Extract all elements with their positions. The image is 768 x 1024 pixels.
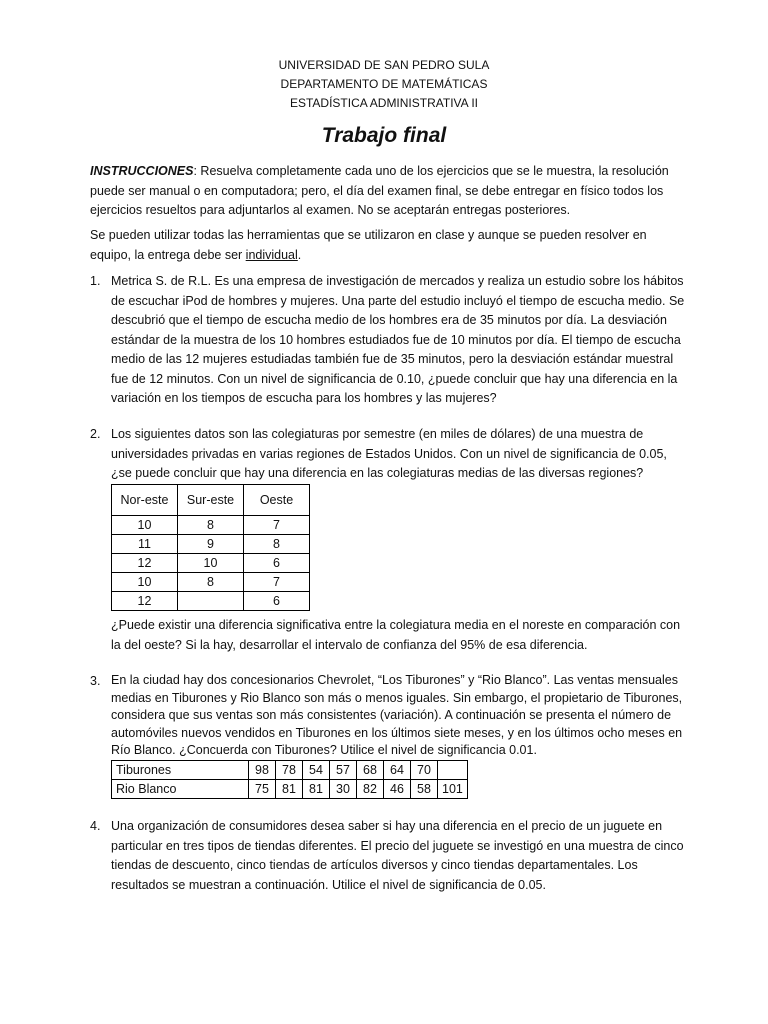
tools-note-paragraph	[90, 226, 690, 265]
problem-1	[90, 272, 690, 409]
table-cell: 64	[384, 761, 411, 780]
table-cell: 10	[178, 554, 244, 573]
problem-number: 1.	[90, 274, 101, 288]
problem-number: 2.	[90, 427, 101, 441]
instructions-label: INSTRUCCIONES	[90, 164, 194, 178]
table-cell: 81	[276, 780, 303, 799]
table-cell: 12	[112, 592, 178, 611]
table-cell: 58	[411, 780, 438, 799]
table-cell: 7	[244, 516, 310, 535]
table-cell: 98	[249, 761, 276, 780]
instructions-paragraph	[90, 162, 690, 221]
table-row	[112, 535, 310, 554]
table-cell: 9	[178, 535, 244, 554]
car-sales-table	[111, 760, 468, 799]
table-cell: 75	[249, 780, 276, 799]
table-cell: 82	[357, 780, 384, 799]
table-cell: 6	[244, 592, 310, 611]
table-cell: 12	[112, 554, 178, 573]
table-row	[112, 554, 310, 573]
table-cell	[178, 592, 244, 611]
table-cell: 11	[112, 535, 178, 554]
problem-2	[90, 425, 690, 484]
table-row	[112, 573, 310, 592]
problem-number: 3.	[90, 674, 101, 688]
table-row	[112, 516, 310, 535]
document-title: Trabajo final	[321, 124, 447, 147]
problem-text: Metrica S. de R.L. Es una empresa de investigación de mercados y realiza un estudio sobre los hábitos de escuchar iPod de hombres y mujeres. Una parte del estudio incluyó el tiempo de escucha medio. Se descubrió que el tiempo de escucha medio de los hombres era de 35 minutos por día. La desviación estándar de la muestra de los 10 hombres estudiados fue de 10 minutos por día. El tiempo de escucha medio de las 12 mujeres estudiadas también fue de 35 minutos, pero la desviación estándar muestral fue de 12 minutos. Con un nivel de significancia de 0.10, ¿puede concluir que hay una diferencia en la variación en los tiempos de escucha para los hombres y las mujeres?	[111, 274, 685, 405]
table-header-row	[112, 485, 310, 516]
instructions-text: : Resuelva completamente cada uno de los ejercicios que se le muestra, la resolución puede ser manual o en computadora; pero, el día del examen final, se debe entregar en físico todos los ejercicios resueltos para adjuntarlos al examen. No se aceptarán entregas posteriores.	[90, 164, 669, 217]
table-cell: 57	[330, 761, 357, 780]
table-cell	[438, 761, 468, 780]
course-name: ESTADÍSTICA ADMINISTRATIVA II	[289, 96, 479, 110]
table-row	[112, 592, 310, 611]
problem-text: En la ciudad hay dos concesionarios Chevrolet, “Los Tiburones” y “Rio Blanco”. Las ventas mensuales medias en Tiburones y Rio Blanco son más o menos iguales. Sin embargo, el propietario de Tiburones, considera que sus ventas son más consistentes (variación). A continuación se presenta el número de automóviles nuevos vendidos en Tiburones en los últimos siete meses, y en los últimos ocho meses en Río Blanco. ¿Concuerda con Tiburones? Utilice el nivel de significancia 0.01.	[111, 673, 683, 757]
table-header-cell: Sur-este	[178, 485, 244, 516]
table-cell: 6	[244, 554, 310, 573]
problem-text: Los siguientes datos son las colegiaturas por semestre (en miles de dólares) de una muestra de universidades privadas en varias regiones de Estados Unidos. Con un nivel de significancia de 0.05, ¿se puede concluir que hay una diferencia en las colegiaturas medias de las diversas regiones?	[111, 427, 667, 480]
tools-note-text: Se pueden utilizar todas las herramientas que se utilizaron en clase y aunque se pueden resolver en equipo, la entrega debe ser	[90, 228, 647, 262]
table-cell: 70	[411, 761, 438, 780]
table-row	[112, 780, 468, 799]
table-cell: 10	[112, 573, 178, 592]
table-cell: 8	[178, 516, 244, 535]
row-label: Rio Blanco	[112, 780, 249, 799]
row-label: Tiburones	[112, 761, 249, 780]
problem-4	[90, 817, 690, 895]
table-cell: 54	[303, 761, 330, 780]
problem-number: 4.	[90, 819, 101, 833]
table-header-cell: Nor-este	[112, 485, 178, 516]
tools-note-end: .	[297, 247, 302, 262]
document-header	[0, 56, 768, 113]
problem-3	[90, 672, 690, 760]
followup-text: ¿Puede existir una diferencia significativa entre la colegiatura media en el noreste en comparación con la del oeste? Si la hay, desarrollar el intervalo de confianza del 95% de esa diferencia.	[111, 618, 681, 652]
table-cell: 68	[357, 761, 384, 780]
table-header-cell: Oeste	[244, 485, 310, 516]
problem-text: Una organización de consumidores desea saber si hay una diferencia en el precio de un juguete en particular en tres tipos de tiendas diferentes. El precio del juguete se investigó en una muestra de cinco tiendas de descuento, cinco tiendas de artículos diversos y cinco tiendas departamentales. Los resultados se muestran a continuación. Utilice el nivel de significancia de 0.05.	[111, 819, 684, 892]
table-cell: 81	[303, 780, 330, 799]
table-row	[112, 761, 468, 780]
table-cell: 8	[178, 573, 244, 592]
table-cell: 30	[330, 780, 357, 799]
tools-note-underlined: individual	[245, 247, 298, 262]
university-name: UNIVERSIDAD DE SAN PEDRO SULA	[278, 58, 490, 72]
table-cell: 46	[384, 780, 411, 799]
problem-2-followup	[90, 616, 690, 655]
table-cell: 10	[112, 516, 178, 535]
department-name: DEPARTAMENTO DE MATEMÁTICAS	[280, 77, 488, 91]
table-cell: 78	[276, 761, 303, 780]
table-cell: 101	[438, 780, 468, 799]
tuition-table	[111, 484, 310, 611]
table-cell: 8	[244, 535, 310, 554]
table-cell: 7	[244, 573, 310, 592]
